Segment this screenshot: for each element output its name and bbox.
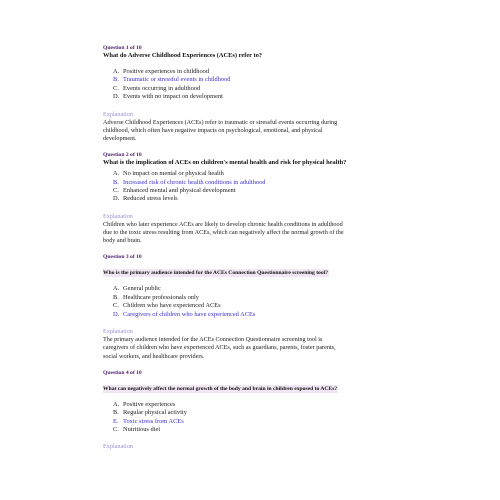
question-text: What do Adverse Childhood Experiences (ACEs) refer to? [103, 52, 262, 59]
option-letter: D. [113, 310, 120, 318]
explanation-text [103, 336, 395, 361]
option-letter: A. [113, 170, 120, 178]
options-list [113, 285, 395, 319]
option-b-correct[interactable] [113, 179, 395, 187]
explanation-label: Explanation [103, 212, 133, 220]
option-text: Enhanced mental and physical development [123, 187, 236, 195]
option-text: No impact on mental or physical health [123, 170, 224, 178]
question-number: Question 2 of 10 [103, 152, 142, 159]
explanation-line: The primary audience intended for the ACEs Connection Questionnaire screening tool is [103, 336, 323, 344]
option-d[interactable] [113, 93, 395, 101]
option-letter: D. [113, 195, 120, 203]
option-text: Events with no impact on development [123, 93, 223, 101]
option-letter: A. [113, 68, 120, 75]
options-list [113, 170, 395, 204]
option-letter: B. [113, 76, 119, 84]
option-text: General public [123, 285, 161, 293]
explanation-line: development. [103, 135, 137, 143]
option-b[interactable] [113, 409, 395, 417]
option-text: Healthcare professionals only [123, 293, 199, 301]
question-text: Who is the primary audience intended for the ACEs Connection Questionnaire screening tool? [103, 270, 328, 277]
option-c[interactable] [113, 302, 395, 310]
option-text: Toxic stress from ACEs [123, 417, 184, 425]
explanation-line: body and brain. [103, 237, 142, 245]
option-letter: B. [113, 178, 119, 186]
option-letter: E. [113, 417, 119, 425]
explanation-label: Explanation [103, 328, 133, 336]
option-d-correct[interactable] [113, 311, 395, 319]
explanation-line: social workers, and healthcare providers. [103, 352, 205, 360]
option-letter: D. [113, 93, 120, 101]
option-b[interactable] [113, 294, 395, 302]
explanation-label: Explanation [103, 443, 133, 451]
option-letter: A. [113, 400, 120, 408]
option-letter: A. [113, 285, 120, 293]
question-block-2 [103, 152, 395, 245]
option-text: Nutritious diet [123, 425, 161, 433]
question-text: What is the implication of ACEs on children's mental health and risk for physical health? [103, 159, 347, 167]
option-d[interactable] [113, 195, 395, 203]
option-a[interactable] [113, 68, 395, 76]
option-text: Children who have experienced ACEs [123, 302, 221, 310]
option-letter: C. [113, 302, 119, 310]
explanation-text [103, 221, 395, 246]
option-text: Regular physical activity [123, 409, 187, 417]
option-c[interactable] [113, 85, 395, 93]
option-b-correct[interactable] [113, 76, 395, 84]
explanation-line: Adverse Childhood Experiences (ACEs) refer to traumatic or stressful events occurring during [103, 118, 338, 126]
option-e-correct[interactable] [113, 418, 395, 426]
explanation-label: Explanation [103, 110, 133, 118]
quiz-document [103, 45, 395, 451]
option-letter: C. [113, 425, 119, 433]
option-letter: B. [113, 409, 119, 417]
explanation-line: childhood, which often have negative impacts on psychological, emotional, and physical [103, 126, 323, 134]
explanation-line: due to the toxic stress resulting from ACEs, which can negatively affect the normal growth of the [103, 229, 344, 237]
option-text: Positive experiences [123, 400, 176, 408]
option-text: Caregivers of children who have experienced ACEs [123, 310, 256, 318]
options-list [113, 401, 395, 435]
explanation-text [103, 119, 395, 144]
explanation-line: caregivers of children who have experienced ACEs, such as guardians, parents, foster parents, [103, 344, 336, 352]
question-number: Question 4 of 10 [103, 369, 142, 376]
option-a[interactable] [113, 170, 395, 178]
option-letter: B. [113, 293, 119, 301]
option-text: Traumatic or stressful events in childhood [123, 76, 231, 84]
option-text: Increased risk of chronic health conditions in adulthood [123, 178, 266, 186]
option-letter: C. [113, 84, 119, 92]
option-letter: C. [113, 187, 119, 195]
question-text: What can negatively affect the normal growth of the body and brain in children exposed to ACEs? [103, 385, 338, 392]
question-block-3 [103, 254, 395, 360]
options-list [113, 68, 395, 102]
explanation-line: Children who later experience ACEs are likely to develop chronic health conditions in adulthood [103, 220, 343, 228]
option-text: Events occurring in adulthood [123, 84, 201, 92]
question-number: Question 1 of 10 [103, 45, 142, 51]
option-a[interactable] [113, 401, 395, 409]
question-block-1 [103, 45, 395, 143]
option-c[interactable] [113, 426, 395, 434]
question-block-4 [103, 370, 395, 452]
option-c[interactable] [113, 187, 395, 195]
question-number: Question 3 of 10 [103, 254, 142, 261]
option-text: Reduced stress levels [123, 195, 178, 203]
option-text: Positive experiences in childhood [123, 68, 210, 75]
option-a[interactable] [113, 285, 395, 293]
